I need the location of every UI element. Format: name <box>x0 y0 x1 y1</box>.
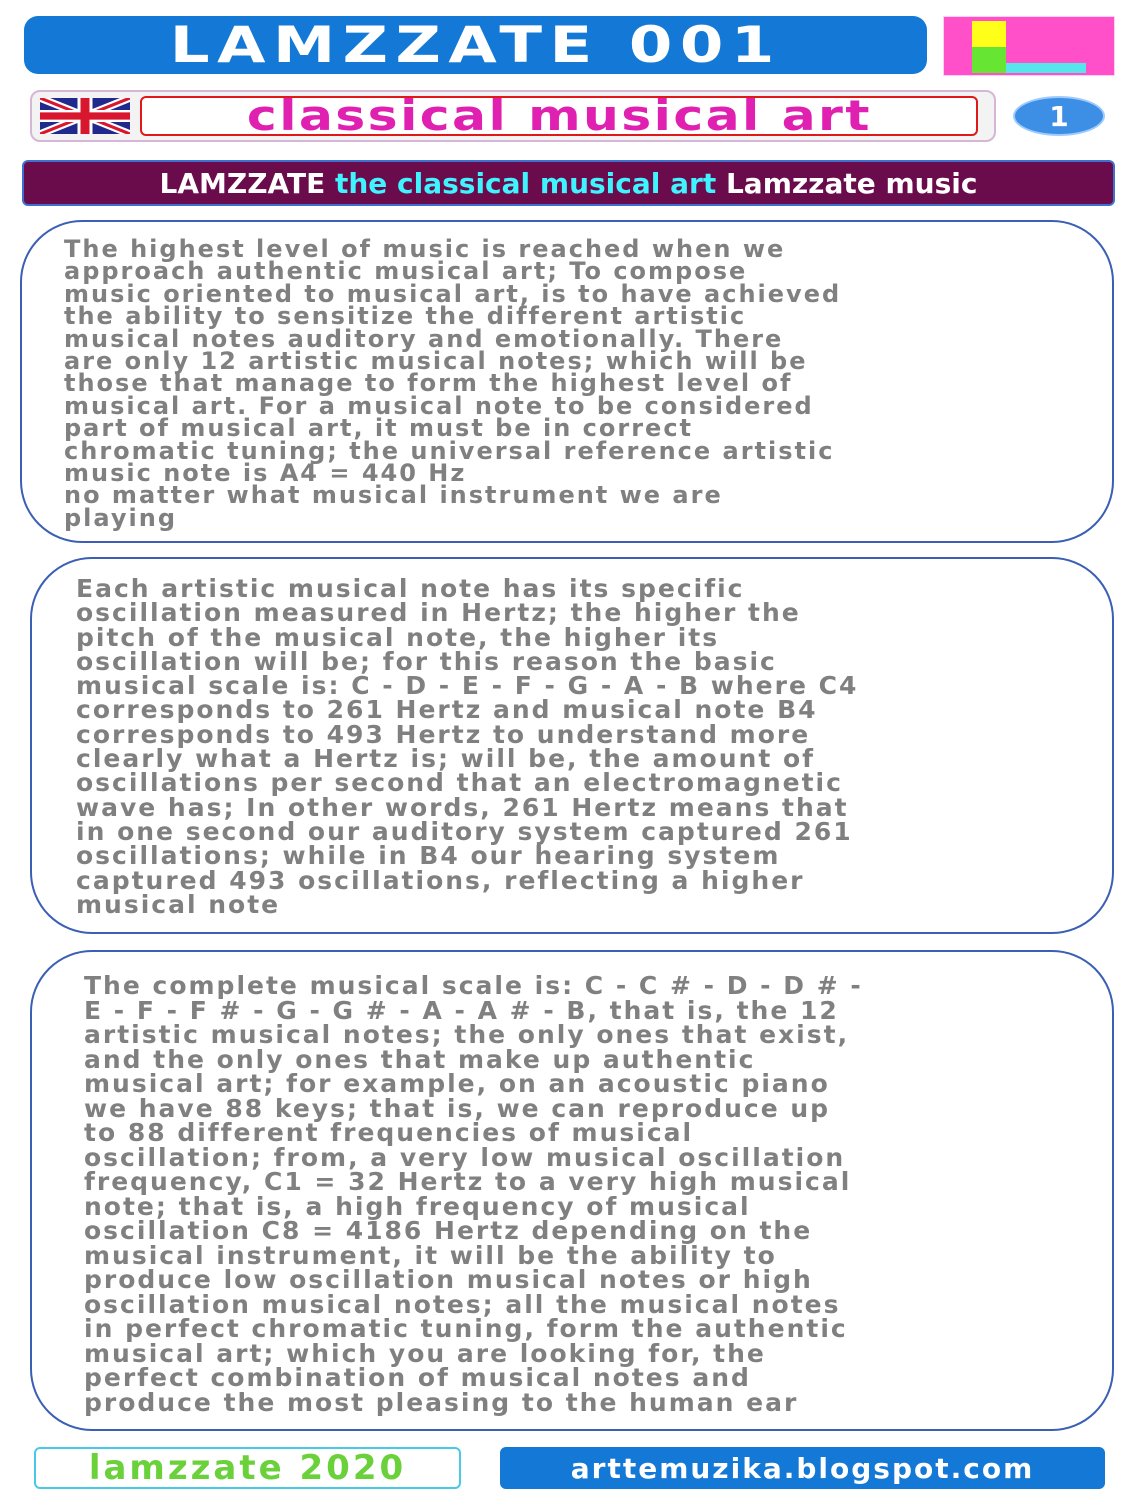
banner-part-2: the classical musical art <box>334 166 717 200</box>
subtitle-text: classical musical art <box>246 91 872 140</box>
page-title <box>24 16 927 74</box>
uk-flag-icon <box>40 98 130 134</box>
text-box-2-content: Each artistic musical note has its specific oscillation measured in Hertz; the higher the pitch of the musical note, the higher its oscillation will be; for this reason the basic musical scale is: C - D - E - F - G - A - B where C4 corresponds to 261 Hertz and musical note B4 corresponds to 493 Hertz to understand more clearly what a Hertz is; will be, the amount of oscillations per second that an electromagnetic wave has; In other words, 261 Hertz means that in one second our auditory system captured 261 oscillations; while in B4 our hearing system captured 493 oscillations, reflecting a higher musical note <box>76 574 859 919</box>
text-box-3-content: The complete musical scale is: C - C # - D - D # - E - F - F # - G - G # - A - A # - B, that is, the 12 artistic musical notes; the only ones that exist, and the only ones that make up authentic musical art; for example, on an acoustic piano we have 88 keys; that is, we can reproduce up to 88 different frequencies of musical oscillation; from, a very low musical oscillation frequency, C1 = 32 Hertz to a very high musical note; that is, a high frequency of musical oscillation C8 = 4186 Hertz depending on the musical instrument, it will be the ability to produce low oscillation musical notes or high oscillation musical notes; all the musical notes in perfect chromatic tuning, form the authentic musical art; which you are looking for, the perfect combination of musical notes and produce the most pleasing to the human ear <box>84 971 863 1417</box>
page-number-badge: 1 <box>1013 96 1105 136</box>
logo-yellow-block <box>972 21 1006 47</box>
banner-part-1: LAMZZATE <box>159 166 326 200</box>
footer-credit: lamzzate 2020 <box>34 1447 461 1489</box>
text-box-1-content: The highest level of music is reached when we approach authentic musical art; To compose music oriented to musical art, is to have achieved the ability to sensitize the different artistic musical notes auditory and emotionally. There are only 12 artistic musical notes; which will be those that manage to form the highest level of musical art. For a musical note to be considered part of musical art, it must be in correct chromatic tuning; the universal reference artistic music note is A4 = 440 Hz no matter what musical instrument we are playing <box>64 235 842 532</box>
page-title-text: LAMZZATE 001 <box>169 16 782 74</box>
logo-cyan-bar <box>1006 63 1086 73</box>
lamzzate-logo-icon <box>943 16 1115 76</box>
text-box-2 <box>30 557 1114 934</box>
banner <box>22 160 1115 206</box>
subtitle <box>140 91 978 140</box>
banner-part-3: Lamzzate music <box>725 166 978 200</box>
blog-link[interactable]: arttemuzika.blogspot.com <box>500 1447 1105 1489</box>
text-box-3 <box>30 950 1114 1431</box>
text-box-1 <box>20 220 1114 543</box>
logo-green-block <box>972 47 1006 73</box>
